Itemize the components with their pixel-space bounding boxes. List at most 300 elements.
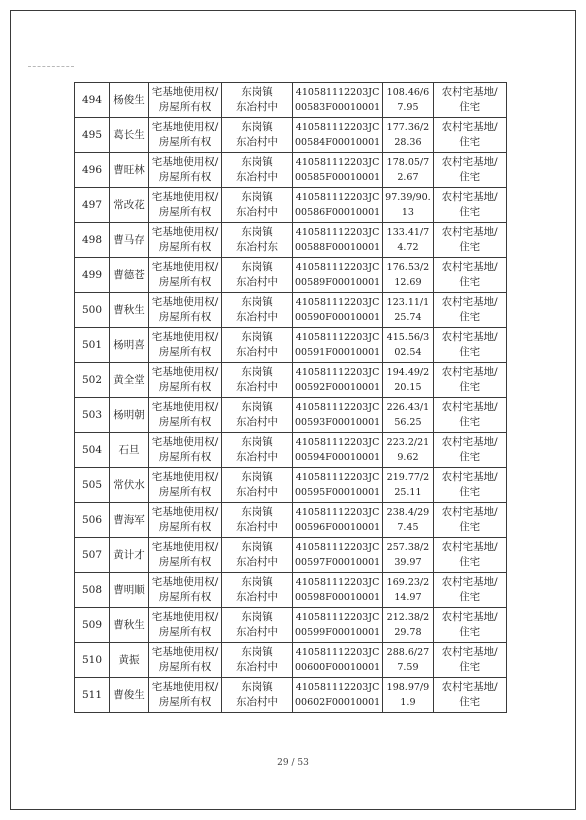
owner-name-cell: 黄计才 [110, 538, 149, 573]
table-row [75, 678, 507, 713]
location-line: 东岗镇 [241, 191, 273, 203]
right-type-cell [149, 118, 222, 153]
table-row [75, 153, 507, 188]
area-line: 194.49/2 [386, 367, 430, 378]
record-number-cell: 496 [75, 153, 110, 188]
right-type-line: 宅基地使用权/ [151, 646, 219, 658]
unit-code-line: 00592F00010001 [295, 382, 381, 393]
location-line: 东岗镇 [241, 226, 273, 238]
record-number-cell: 509 [75, 608, 110, 643]
right-type-cell [149, 643, 222, 678]
location-line: 东冶村东 [236, 241, 278, 253]
area-cell [383, 188, 434, 223]
right-type-cell [149, 153, 222, 188]
right-type-line: 房屋所有权 [158, 241, 212, 253]
unit-code-line: 00593F00010001 [295, 417, 381, 428]
table-row [75, 328, 507, 363]
table-body [75, 83, 507, 713]
unit-code-line: 00600F00010001 [295, 662, 381, 673]
area-cell [383, 468, 434, 503]
usage-cell [433, 293, 506, 328]
table-row [75, 573, 507, 608]
record-number-cell: 504 [75, 433, 110, 468]
right-type-line: 房屋所有权 [158, 206, 212, 218]
usage-cell [433, 188, 506, 223]
usage-line: 农村宅基地/ [441, 471, 498, 483]
unit-code-line: 00589F00010001 [295, 277, 381, 288]
location-line: 东冶村中 [236, 171, 278, 183]
location-line: 东冶村中 [236, 101, 278, 113]
location-line: 东岗镇 [241, 506, 273, 518]
usage-cell [433, 223, 506, 258]
owner-name-cell: 黄振 [110, 643, 149, 678]
owner-name-cell: 曹马存 [110, 223, 149, 258]
area-cell [383, 153, 434, 188]
usage-cell [433, 433, 506, 468]
scan-artifact-line [28, 66, 74, 67]
usage-line: 住宅 [459, 276, 481, 288]
location-cell [222, 153, 293, 188]
area-line: 219.77/2 [386, 472, 430, 483]
location-line: 东冶村中 [236, 136, 278, 148]
usage-cell [433, 83, 506, 118]
location-cell [222, 398, 293, 433]
location-line: 东冶村中 [236, 661, 278, 673]
area-line: 238.4/29 [386, 507, 430, 518]
right-type-line: 房屋所有权 [158, 311, 212, 323]
location-line: 东冶村中 [236, 696, 278, 708]
area-line: 12.69 [394, 277, 422, 288]
usage-line: 农村宅基地/ [441, 296, 498, 308]
usage-cell [433, 258, 506, 293]
usage-line: 住宅 [459, 101, 481, 113]
unit-code-line: 00586F00010001 [295, 207, 381, 218]
area-cell [383, 363, 434, 398]
right-type-line: 宅基地使用权/ [151, 541, 219, 553]
location-cell [222, 363, 293, 398]
area-line: 97.39/90. [385, 192, 431, 203]
unit-code-line: 410581112203JC [295, 297, 380, 308]
right-type-cell [149, 363, 222, 398]
record-number-cell: 495 [75, 118, 110, 153]
usage-line: 住宅 [459, 451, 481, 463]
owner-name-cell: 杨明朝 [110, 398, 149, 433]
usage-cell [433, 643, 506, 678]
area-line: 28.36 [394, 137, 422, 148]
usage-line: 住宅 [459, 661, 481, 673]
unit-code-line: 410581112203JC [295, 157, 380, 168]
owner-name-cell: 常伏水 [110, 468, 149, 503]
right-type-cell [149, 468, 222, 503]
location-cell [222, 503, 293, 538]
right-type-cell [149, 188, 222, 223]
right-type-line: 宅基地使用权/ [151, 261, 219, 273]
usage-cell [433, 503, 506, 538]
area-cell [383, 678, 434, 713]
location-cell [222, 468, 293, 503]
owner-name-cell: 曹旺林 [110, 153, 149, 188]
right-type-line: 房屋所有权 [158, 346, 212, 358]
table-row [75, 258, 507, 293]
location-line: 东岗镇 [241, 156, 273, 168]
table-row [75, 83, 507, 118]
location-line: 东岗镇 [241, 646, 273, 658]
usage-cell [433, 468, 506, 503]
unit-code-line: 410581112203JC [295, 227, 380, 238]
right-type-line: 房屋所有权 [158, 696, 212, 708]
unit-code-line: 410581112203JC [295, 542, 380, 553]
area-line: 13 [401, 207, 414, 218]
unit-code-cell [293, 678, 383, 713]
location-cell [222, 433, 293, 468]
area-line: 56.25 [394, 417, 422, 428]
right-type-line: 房屋所有权 [158, 136, 212, 148]
location-line: 东冶村中 [236, 451, 278, 463]
unit-code-cell [293, 118, 383, 153]
right-type-cell [149, 433, 222, 468]
unit-code-cell [293, 293, 383, 328]
area-line: 02.54 [394, 347, 422, 358]
area-line: 176.53/2 [386, 262, 430, 273]
area-cell [383, 503, 434, 538]
right-type-line: 房屋所有权 [158, 486, 212, 498]
right-type-line: 房屋所有权 [158, 591, 212, 603]
right-type-cell [149, 398, 222, 433]
area-cell [383, 328, 434, 363]
right-type-line: 房屋所有权 [158, 276, 212, 288]
usage-cell [433, 153, 506, 188]
right-type-line: 宅基地使用权/ [151, 436, 219, 448]
usage-cell [433, 118, 506, 153]
right-type-line: 宅基地使用权/ [151, 86, 219, 98]
table-row [75, 293, 507, 328]
location-line: 东冶村中 [236, 346, 278, 358]
record-number-cell: 494 [75, 83, 110, 118]
unit-code-line: 410581112203JC [295, 402, 380, 413]
area-line: 9.62 [397, 452, 419, 463]
unit-code-line: 410581112203JC [295, 262, 380, 273]
right-type-cell [149, 223, 222, 258]
area-cell [383, 573, 434, 608]
record-number-cell: 510 [75, 643, 110, 678]
right-type-cell [149, 678, 222, 713]
location-cell [222, 573, 293, 608]
right-type-line: 宅基地使用权/ [151, 576, 219, 588]
owner-name-cell: 曹秋生 [110, 608, 149, 643]
area-line: 7.45 [397, 522, 419, 533]
right-type-line: 房屋所有权 [158, 556, 212, 568]
unit-code-cell [293, 573, 383, 608]
usage-line: 住宅 [459, 241, 481, 253]
area-cell [383, 293, 434, 328]
usage-line: 农村宅基地/ [441, 646, 498, 658]
location-line: 东岗镇 [241, 541, 273, 553]
owner-name-cell: 曹俊生 [110, 678, 149, 713]
right-type-cell [149, 258, 222, 293]
usage-line: 住宅 [459, 311, 481, 323]
unit-code-line: 00594F00010001 [295, 452, 381, 463]
table-row [75, 538, 507, 573]
unit-code-line: 410581112203JC [295, 507, 380, 518]
usage-line: 住宅 [459, 346, 481, 358]
area-line: 14.97 [394, 592, 422, 603]
location-line: 东冶村中 [236, 521, 278, 533]
area-line: 198.97/9 [386, 682, 430, 693]
usage-line: 住宅 [459, 486, 481, 498]
right-type-line: 房屋所有权 [158, 101, 212, 113]
table-row [75, 643, 507, 678]
area-line: 223.2/21 [386, 437, 430, 448]
unit-code-line: 00588F00010001 [295, 242, 381, 253]
table-row [75, 363, 507, 398]
area-line: 7.95 [397, 102, 419, 113]
unit-code-cell [293, 153, 383, 188]
usage-line: 住宅 [459, 136, 481, 148]
unit-code-line: 00590F00010001 [295, 312, 381, 323]
area-cell [383, 608, 434, 643]
area-line: 226.43/1 [386, 402, 430, 413]
right-type-cell [149, 328, 222, 363]
unit-code-line: 410581112203JC [295, 472, 380, 483]
table-row [75, 433, 507, 468]
record-number-cell: 500 [75, 293, 110, 328]
location-line: 东岗镇 [241, 576, 273, 588]
area-cell [383, 118, 434, 153]
unit-code-cell [293, 363, 383, 398]
area-line: 29.78 [394, 627, 422, 638]
location-cell [222, 293, 293, 328]
area-cell [383, 398, 434, 433]
unit-code-cell [293, 643, 383, 678]
location-line: 东岗镇 [241, 296, 273, 308]
usage-cell [433, 328, 506, 363]
area-cell [383, 643, 434, 678]
right-type-cell [149, 83, 222, 118]
usage-cell [433, 363, 506, 398]
area-line: 20.15 [394, 382, 422, 393]
unit-code-cell [293, 398, 383, 433]
location-cell [222, 83, 293, 118]
right-type-cell [149, 573, 222, 608]
page-number: 29 / 53 [277, 758, 309, 768]
usage-line: 农村宅基地/ [441, 121, 498, 133]
location-line: 东岗镇 [241, 401, 273, 413]
right-type-line: 房屋所有权 [158, 451, 212, 463]
usage-line: 住宅 [459, 696, 481, 708]
unit-code-line: 410581112203JC [295, 87, 380, 98]
usage-cell [433, 398, 506, 433]
unit-code-cell [293, 258, 383, 293]
unit-code-line: 410581112203JC [295, 647, 380, 658]
right-type-line: 宅基地使用权/ [151, 156, 219, 168]
right-type-line: 宅基地使用权/ [151, 366, 219, 378]
unit-code-line: 00602F00010001 [295, 697, 381, 708]
record-number-cell: 502 [75, 363, 110, 398]
location-line: 东岗镇 [241, 436, 273, 448]
record-number-cell: 506 [75, 503, 110, 538]
unit-code-line: 410581112203JC [295, 367, 380, 378]
unit-code-line: 00599F00010001 [295, 627, 381, 638]
location-line: 东冶村中 [236, 276, 278, 288]
owner-name-cell: 杨俊生 [110, 83, 149, 118]
unit-code-cell [293, 538, 383, 573]
owner-name-cell: 葛长生 [110, 118, 149, 153]
right-type-line: 房屋所有权 [158, 661, 212, 673]
right-type-line: 宅基地使用权/ [151, 681, 219, 693]
area-line: 169.23/2 [386, 577, 430, 588]
owner-name-cell: 曹海军 [110, 503, 149, 538]
right-type-line: 房屋所有权 [158, 381, 212, 393]
right-type-line: 宅基地使用权/ [151, 401, 219, 413]
unit-code-line: 00597F00010001 [295, 557, 381, 568]
usage-line: 农村宅基地/ [441, 331, 498, 343]
area-line: 257.38/2 [386, 542, 430, 553]
usage-line: 农村宅基地/ [441, 611, 498, 623]
usage-line: 住宅 [459, 381, 481, 393]
location-cell [222, 538, 293, 573]
unit-code-line: 00596F00010001 [295, 522, 381, 533]
right-type-line: 宅基地使用权/ [151, 121, 219, 133]
owner-name-cell: 常改花 [110, 188, 149, 223]
owner-name-cell: 曹明顺 [110, 573, 149, 608]
area-line: 4.72 [397, 242, 419, 253]
right-type-line: 宅基地使用权/ [151, 506, 219, 518]
record-number-cell: 508 [75, 573, 110, 608]
unit-code-line: 410581112203JC [295, 192, 380, 203]
table-row [75, 118, 507, 153]
record-number-cell: 497 [75, 188, 110, 223]
usage-line: 农村宅基地/ [441, 86, 498, 98]
location-cell [222, 328, 293, 363]
record-number-cell: 499 [75, 258, 110, 293]
location-line: 东冶村中 [236, 381, 278, 393]
unit-code-cell [293, 328, 383, 363]
right-type-line: 房屋所有权 [158, 521, 212, 533]
area-cell [383, 83, 434, 118]
area-line: 212.38/2 [386, 612, 430, 623]
usage-line: 住宅 [459, 171, 481, 183]
unit-code-line: 410581112203JC [295, 612, 380, 623]
property-records-table [74, 82, 507, 713]
location-line: 东冶村中 [236, 486, 278, 498]
usage-cell [433, 573, 506, 608]
usage-line: 农村宅基地/ [441, 436, 498, 448]
right-type-cell [149, 608, 222, 643]
area-line: 178.05/7 [386, 157, 430, 168]
usage-line: 农村宅基地/ [441, 191, 498, 203]
unit-code-line: 410581112203JC [295, 577, 380, 588]
right-type-line: 宅基地使用权/ [151, 296, 219, 308]
unit-code-cell [293, 468, 383, 503]
unit-code-line: 410581112203JC [295, 682, 380, 693]
unit-code-line: 00584F00010001 [295, 137, 381, 148]
area-line: 288.6/27 [386, 647, 430, 658]
unit-code-cell [293, 83, 383, 118]
area-line: 39.97 [394, 557, 422, 568]
area-line: 7.59 [397, 662, 419, 673]
usage-line: 住宅 [459, 416, 481, 428]
record-number-cell: 503 [75, 398, 110, 433]
right-type-line: 房屋所有权 [158, 171, 212, 183]
usage-line: 住宅 [459, 626, 481, 638]
unit-code-line: 410581112203JC [295, 437, 380, 448]
usage-line: 农村宅基地/ [441, 681, 498, 693]
unit-code-cell [293, 433, 383, 468]
area-line: 415.56/3 [386, 332, 430, 343]
location-line: 东岗镇 [241, 366, 273, 378]
location-cell [222, 608, 293, 643]
table-row [75, 188, 507, 223]
unit-code-line: 410581112203JC [295, 122, 380, 133]
table-row [75, 608, 507, 643]
location-line: 东冶村中 [236, 311, 278, 323]
right-type-line: 宅基地使用权/ [151, 611, 219, 623]
usage-line: 农村宅基地/ [441, 401, 498, 413]
area-line: 1.9 [400, 697, 416, 708]
right-type-line: 宅基地使用权/ [151, 226, 219, 238]
area-cell [383, 538, 434, 573]
right-type-cell [149, 293, 222, 328]
location-cell [222, 223, 293, 258]
location-line: 东岗镇 [241, 611, 273, 623]
area-line: 177.36/2 [386, 122, 430, 133]
area-line: 123.11/1 [386, 297, 430, 308]
owner-name-cell: 曹德苍 [110, 258, 149, 293]
right-type-cell [149, 538, 222, 573]
table-row [75, 223, 507, 258]
table-row [75, 468, 507, 503]
location-line: 东冶村中 [236, 416, 278, 428]
area-line: 108.46/6 [386, 87, 430, 98]
usage-line: 住宅 [459, 521, 481, 533]
location-cell [222, 678, 293, 713]
unit-code-cell [293, 223, 383, 258]
usage-line: 农村宅基地/ [441, 156, 498, 168]
usage-line: 住宅 [459, 556, 481, 568]
location-cell [222, 643, 293, 678]
usage-line: 农村宅基地/ [441, 366, 498, 378]
usage-line: 农村宅基地/ [441, 541, 498, 553]
usage-cell [433, 678, 506, 713]
record-number-cell: 507 [75, 538, 110, 573]
usage-line: 农村宅基地/ [441, 506, 498, 518]
unit-code-cell [293, 503, 383, 538]
right-type-line: 宅基地使用权/ [151, 331, 219, 343]
usage-cell [433, 538, 506, 573]
unit-code-line: 00598F00010001 [295, 592, 381, 603]
owner-name-cell: 黄全堂 [110, 363, 149, 398]
location-cell [222, 188, 293, 223]
record-number-cell: 501 [75, 328, 110, 363]
usage-line: 住宅 [459, 206, 481, 218]
unit-code-line: 00585F00010001 [295, 172, 381, 183]
area-line: 25.11 [394, 487, 422, 498]
location-cell [222, 258, 293, 293]
location-line: 东岗镇 [241, 86, 273, 98]
location-line: 东岗镇 [241, 471, 273, 483]
right-type-line: 房屋所有权 [158, 626, 212, 638]
location-line: 东岗镇 [241, 121, 273, 133]
right-type-line: 宅基地使用权/ [151, 471, 219, 483]
location-line: 东冶村中 [236, 626, 278, 638]
right-type-line: 宅基地使用权/ [151, 191, 219, 203]
table-row [75, 398, 507, 433]
record-number-cell: 498 [75, 223, 110, 258]
location-line: 东岗镇 [241, 681, 273, 693]
location-line: 东冶村中 [236, 206, 278, 218]
area-cell [383, 433, 434, 468]
usage-line: 农村宅基地/ [441, 226, 498, 238]
